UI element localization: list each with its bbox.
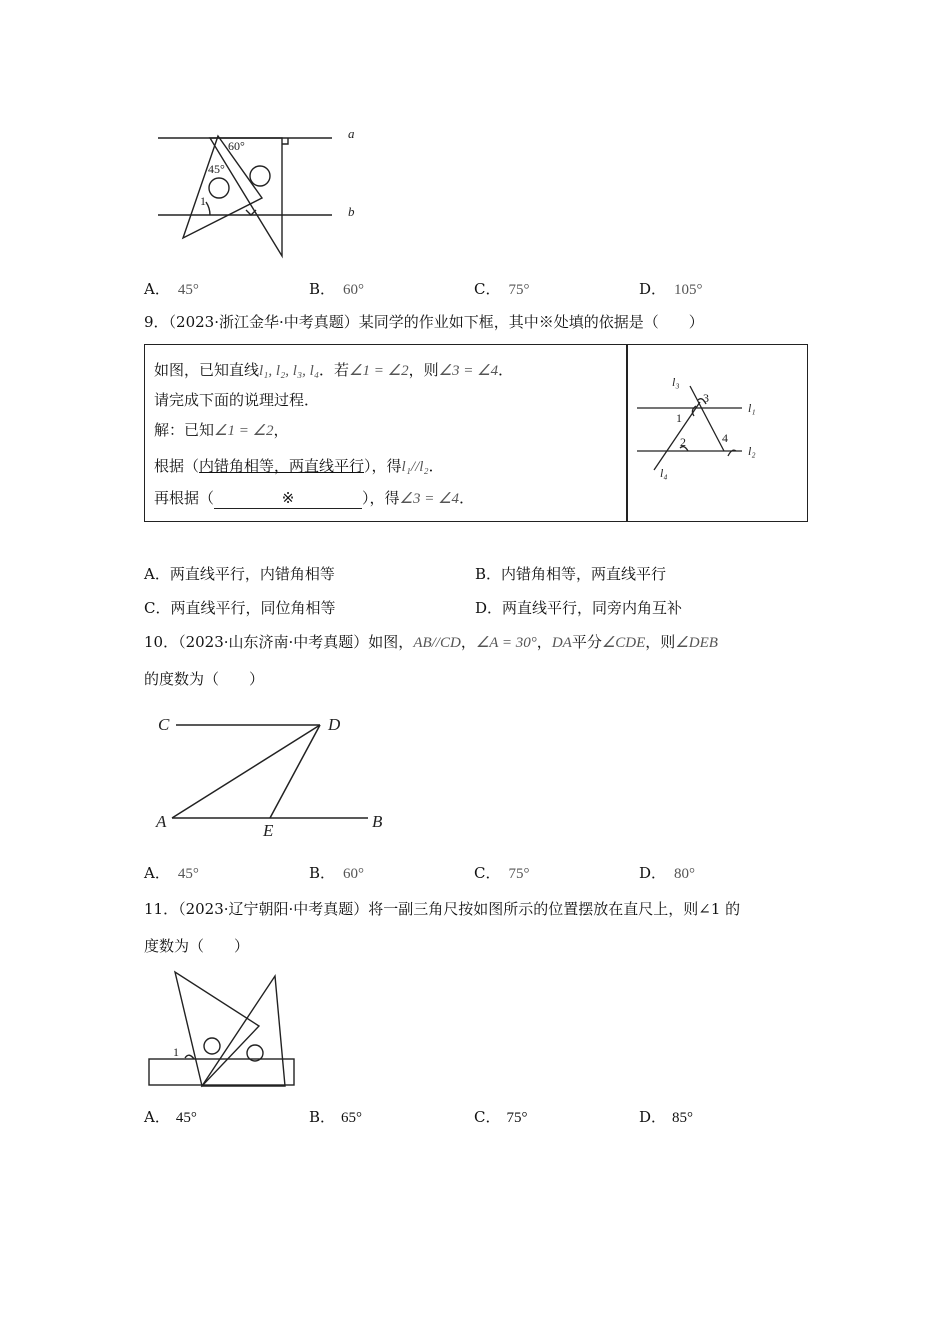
angle-3-label: 3 <box>703 391 709 405</box>
q9-box-line5: 再根据（ ※ ），得∠3 = ∠4． <box>154 489 475 507</box>
option-letter: C． <box>474 1108 501 1126</box>
triangle-45 <box>183 136 262 238</box>
q9-box-line4: 根据（内错角相等，两直线平行），得l₁//l₂． <box>154 457 444 475</box>
question-text: （2023·浙江金华·中考真题）某同学的作业如下框，其中※处填的依据是（ ） <box>168 313 704 331</box>
option-value: 45° <box>177 866 199 882</box>
math-lines: l₁, l₂, l₃, l₄ <box>259 363 320 379</box>
option-value: 65° <box>341 1110 363 1126</box>
answer-blank[interactable]: ※ <box>214 488 362 509</box>
option-text: 两直线平行，内错角相等 <box>169 565 335 583</box>
reason-underlined: 内错角相等，两直线平行 <box>199 457 365 475</box>
option-letter: D． <box>639 864 667 882</box>
point-d: D <box>328 715 341 734</box>
q8-label-1: 1 <box>200 194 206 208</box>
q10-option-c[interactable] <box>474 862 529 883</box>
q10-stem-line2: 的度数为（ ） <box>144 670 265 688</box>
triangle-60 <box>210 138 282 256</box>
question-text: （2023·山东济南·中考真题）如图， <box>178 633 414 651</box>
q9-box-line2: 请完成下面的说理过程． <box>154 391 320 409</box>
option-letter: A． <box>144 864 170 882</box>
option-value: 105° <box>674 282 703 298</box>
point-b: B <box>372 812 383 831</box>
q11-angle-1-label: 1 <box>173 1045 179 1059</box>
q9-box-line3: 解：已知∠1 = ∠2， <box>154 421 289 439</box>
q9-stem <box>144 312 704 332</box>
option-letter: D． <box>639 280 667 298</box>
q10-option-a[interactable] <box>144 862 199 883</box>
option-value: 60° <box>343 866 365 882</box>
option-letter: C． <box>474 864 501 882</box>
label-l3: l₃ <box>672 375 680 389</box>
question-text: （2023·辽宁朝阳·中考真题）将一副三角尺按如图所示的位置摆放在直尺上，则∠1 的 <box>178 900 741 918</box>
label-l2: l₂ <box>748 444 756 458</box>
q10-stem-line1: 10．（2023·山东济南·中考真题）如图，AB//CD，∠A = 30°，DA平分∠CDE，则∠DEB <box>144 633 718 651</box>
option-letter: B． <box>309 1108 336 1126</box>
option-value: 75° <box>508 282 530 298</box>
option-value: 45° <box>175 1110 197 1126</box>
angle-2-label: 2 <box>680 435 686 449</box>
angle-1-label: 1 <box>676 411 682 425</box>
option-letter: B． <box>309 864 336 882</box>
option-letter: D． <box>475 599 503 617</box>
option-text: 两直线平行，同位角相等 <box>170 599 336 617</box>
q9-option-b[interactable] <box>475 563 666 584</box>
option-letter: C． <box>144 599 171 617</box>
q11-option-c[interactable] <box>474 1106 527 1127</box>
triangle-45 <box>202 976 285 1086</box>
q9-option-a[interactable] <box>144 563 335 584</box>
option-value: 60° <box>343 282 365 298</box>
option-text: 两直线平行，同旁内角互补 <box>502 599 683 617</box>
q8-label-45: 45° <box>208 162 225 176</box>
option-value: 75° <box>508 866 530 882</box>
option-letter: A． <box>144 280 170 298</box>
ruler <box>149 1059 294 1085</box>
option-text: 内错角相等，两直线平行 <box>501 565 667 583</box>
q8-label-b: b <box>348 204 355 219</box>
q10-option-d[interactable] <box>639 862 695 883</box>
option-letter: A． <box>144 565 170 583</box>
label-l4: l₄ <box>660 466 668 480</box>
segment-ad <box>172 725 320 818</box>
angle-4-label: 4 <box>722 431 728 445</box>
q8-figure <box>150 118 370 263</box>
math-res: l₁//l₂ <box>401 459 429 475</box>
option-value: 80° <box>674 866 696 882</box>
q11-option-d[interactable] <box>639 1106 693 1127</box>
q9-box-divider <box>626 344 628 522</box>
q8-label-60: 60° <box>228 139 245 153</box>
segment-ed <box>270 725 320 818</box>
math-cond: ∠1 = ∠2 <box>349 363 409 379</box>
q10-option-b[interactable] <box>309 862 364 883</box>
q11-figure <box>145 968 300 1090</box>
q9-option-d[interactable] <box>475 597 682 618</box>
math-res: ∠3 = ∠4 <box>399 491 460 507</box>
q8-option-a[interactable] <box>144 278 199 299</box>
q8-label-a: a <box>348 126 355 141</box>
option-letter: A． <box>144 1108 170 1126</box>
option-letter: B． <box>475 565 502 583</box>
option-value: 75° <box>506 1110 528 1126</box>
option-value: 85° <box>672 1110 694 1126</box>
option-value: 45° <box>177 282 199 298</box>
q8-option-d[interactable] <box>639 278 703 299</box>
option-letter: D． <box>639 1108 667 1126</box>
q9-box-line1: 如图，已知直线l₁, l₂, l₃, l₄．若∠1 = ∠2，则∠3 = ∠4． <box>154 361 514 379</box>
q11-option-a[interactable] <box>144 1106 197 1127</box>
math-cond: ∠1 = ∠2 <box>214 423 274 439</box>
triangle-30-60 <box>175 972 259 1086</box>
math-res: ∠3 = ∠4 <box>438 363 499 379</box>
q11-stem-line2: 度数为（ ） <box>144 937 250 955</box>
option-letter: C． <box>474 280 501 298</box>
point-a: A <box>156 812 167 831</box>
q10-figure <box>150 708 400 843</box>
label-l1: l₁ <box>748 401 756 415</box>
point-c: C <box>158 715 170 734</box>
question-number: 9． <box>144 313 169 331</box>
point-e: E <box>263 821 274 840</box>
q9-figure <box>632 360 802 485</box>
question-number: 11． <box>144 900 179 918</box>
q11-stem-line1 <box>144 899 740 919</box>
q8-option-c[interactable] <box>474 278 529 299</box>
q9-option-c[interactable] <box>144 597 336 618</box>
q8-option-b[interactable] <box>309 278 364 299</box>
q11-option-b[interactable] <box>309 1106 362 1127</box>
question-number: 10． <box>144 633 179 651</box>
option-letter: B． <box>309 280 336 298</box>
